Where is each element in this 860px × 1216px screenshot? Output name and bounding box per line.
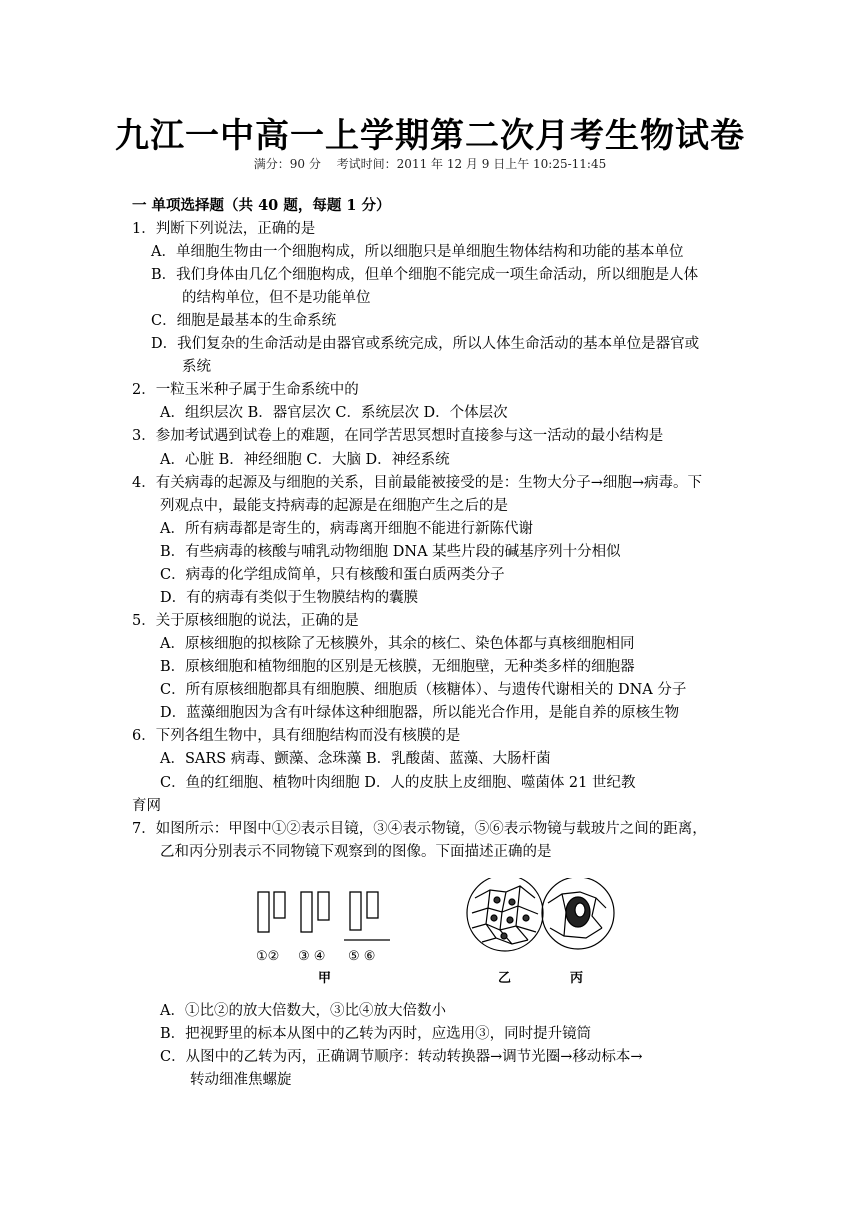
q6-options-ab: A．SARS 病毒、颤藻、念珠藻 B．乳酸菌、蓝藻、大肠杆菌 xyxy=(160,751,551,767)
exam-title: 九江一中高一上学期第二次月考生物试卷 xyxy=(115,116,745,156)
q7-option-a: A．①比②的放大倍数大，③比④放大倍数小 xyxy=(160,1003,446,1019)
question-6: 6．下列各组生物中，具有细胞结构而没有核膜的是 xyxy=(132,728,461,744)
eyepiece-1-shape xyxy=(258,892,269,932)
full-score: 满分：90 分 xyxy=(253,157,321,171)
objective-3-shape xyxy=(301,892,312,932)
q6-options-cd-cont: 育网 xyxy=(132,798,161,814)
q5-option-c: C．所有原核细胞都具有细胞膜、细胞质（核糖体）、与遗传代谢相关的 DNA 分子 xyxy=(160,682,687,698)
q1-option-c: C．细胞是最基本的生命系统 xyxy=(151,313,337,329)
q7-option-c-cont: 转动细准焦螺旋 xyxy=(190,1072,292,1088)
q1-option-d: D．我们复杂的生命活动是由器官或系统完成，所以人体生命活动的基本单位是器官或 xyxy=(151,336,700,352)
q5-option-a: A．原核细胞的拟核除了无核膜外，其余的核仁、染色体都与真核细胞相同 xyxy=(160,636,635,652)
question-5: 5．关于原核细胞的说法，正确的是 xyxy=(132,613,359,629)
exam-time: 考试时间：2011 年 12 月 9 日上午 10:25-11:45 xyxy=(336,157,607,171)
question-2: 2．一粒玉米种子属于生命系统中的 xyxy=(132,382,359,398)
section-heading: 一 单项选择题（共 40 题，每题 1 分） xyxy=(132,197,391,214)
question-7-cont: 乙和丙分别表示不同物镜下观察到的图像。下面描述正确的是 xyxy=(160,844,552,860)
label-bing: 丙 xyxy=(570,971,584,986)
eyepiece-2-shape xyxy=(274,892,285,918)
label-56: ⑤ ⑥ xyxy=(348,949,376,964)
q1-option-b: B．我们身体由几亿个细胞构成，但单个细胞不能完成一项生命活动，所以细胞是人体 xyxy=(151,267,699,283)
question-3: 3．参加考试遇到试卷上的难题，在同学苦思冥想时直接参与这一活动的最小结构是 xyxy=(132,428,664,444)
label-12: ①② xyxy=(256,949,280,964)
question-7: 7．如图所示：甲图中①②表示目镜，③④表示物镜，⑤⑥表示物镜与载玻片之间的距离， xyxy=(132,821,707,837)
microscope-diagram xyxy=(250,878,620,988)
objective-4-shape xyxy=(318,892,329,920)
question-1: 1．判断下列说法，正确的是 xyxy=(132,221,316,237)
q7-option-b: B．把视野里的标本从图中的乙转为丙时，应选用③，同时提升镜筒 xyxy=(160,1026,592,1042)
q3-options: A．心脏 B．神经细胞 C．大脑 D．神经系统 xyxy=(160,452,450,468)
exam-subtitle xyxy=(0,155,860,172)
q5-option-d: D．蓝藻细胞因为含有叶绿体这种细胞器，所以能光合作用，是能自养的原核生物 xyxy=(160,705,680,721)
label-34: ③ ④ xyxy=(298,949,326,964)
low-power-view xyxy=(467,878,543,951)
q1-option-a: A．单细胞生物由一个细胞构成，所以细胞只是单细胞生物体结构和功能的基本单位 xyxy=(151,244,684,260)
q6-options-cd: C．鱼的红细胞、植物叶肉细胞 D．人的皮肤上皮细胞、噬菌体 21 世纪教 xyxy=(160,775,636,791)
q4-option-c: C．病毒的化学组成简单，只有核酸和蛋白质两类分子 xyxy=(160,567,505,583)
label-jia: 甲 xyxy=(318,971,332,986)
question-4-cont: 列观点中，最能支持病毒的起源是在细胞产生之后的是 xyxy=(160,498,508,514)
q5-option-b: B．原核细胞和植物细胞的区别是无核膜，无细胞壁，无种类多样的细胞器 xyxy=(160,659,635,675)
question-4: 4．有关病毒的起源及与细胞的关系，目前最能被接受的是：生物大分子→细胞→病毒。下 xyxy=(132,475,703,491)
microscope-figure xyxy=(250,878,620,988)
q1-option-b-cont: 的结构单位，但不是功能单位 xyxy=(182,290,371,306)
q4-option-d: D．有的病毒有类似于生物膜结构的囊膜 xyxy=(160,590,419,606)
high-power-view xyxy=(542,878,614,949)
objective-5-shape xyxy=(350,892,361,930)
q4-option-a: A．所有病毒都是寄生的，病毒离开细胞不能进行新陈代谢 xyxy=(160,521,533,537)
objective-6-shape xyxy=(367,892,378,918)
q2-options: A．组织层次 B．器官层次 C．系统层次 D．个体层次 xyxy=(160,405,508,421)
q7-option-c: C．从图中的乙转为丙，正确调节顺序：转动转换器→调节光圈→移动标本→ xyxy=(160,1049,643,1065)
q4-option-b: B．有些病毒的核酸与哺乳动物细胞 DNA 某些片段的碱基序列十分相似 xyxy=(160,544,621,560)
label-yi: 乙 xyxy=(498,971,512,986)
q1-option-d-cont: 系统 xyxy=(182,359,211,375)
